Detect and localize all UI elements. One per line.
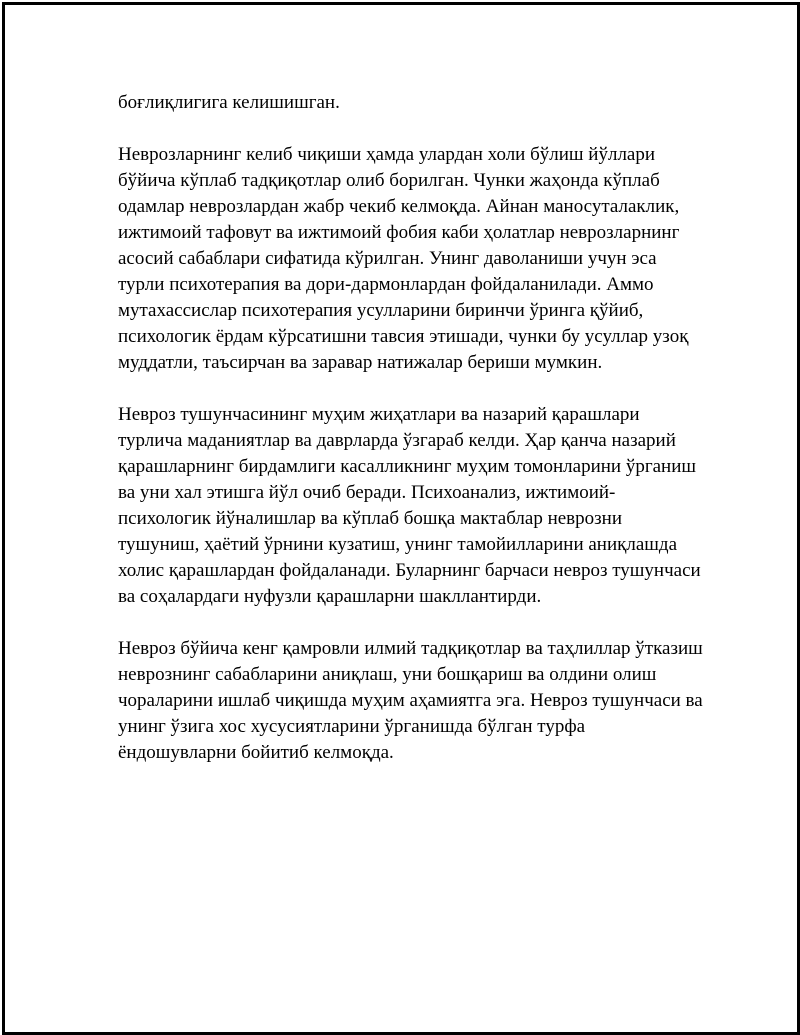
text-line: ёндошувларни бойитиб келмоқда.: [118, 742, 394, 763]
text-line: чораларини ишлаб чиқишда муҳим аҳамиятга эга. Невроз тушунчаси ва: [118, 690, 703, 711]
text-line: боғлиқлигига келишишган.: [118, 92, 340, 113]
text-line: Неврозларнинг келиб чиқиши ҳамда улардан холи бўлиш йўллари: [118, 144, 656, 165]
text-line: Невроз тушунчасининг муҳим жиҳатлари ва назарий қарашлари: [118, 404, 640, 425]
text-line: асосий сабаблари сифатида кўрилган. Унинг даволаниши учун эса: [118, 248, 657, 269]
text-line: психологик йўналишлар ва кўплаб бошқа мактаблар неврозни: [118, 508, 622, 529]
document-body: [118, 90, 718, 792]
text-line: психологик ёрдам кўрсатишни тавсия этишади, чунки бу усуллар узоқ: [118, 326, 689, 347]
text-line: бўйича кўплаб тадқиқотлар олиб борилган. Чунки жаҳонда кўплаб: [118, 170, 660, 191]
paragraph: [118, 90, 718, 116]
text-line: унинг ўзига хос хусусиятларини ўрганишда бўлган турфа: [118, 716, 586, 737]
text-line: ва уни хал этишга йўл очиб беради. Психоанализ, ижтимоий-: [118, 482, 616, 503]
paragraph: [118, 636, 718, 766]
paragraph: [118, 402, 718, 610]
text-line: мутахассислар психотерапия усулларини биринчи ўринга қўйиб,: [118, 300, 644, 321]
text-line: қарашларнинг бирдамлиги касалликнинг муҳим томонларини ўрганиш: [118, 456, 697, 477]
text-line: турлича маданиятлар ва даврларда ўзгараб келди. Ҳар қанча назарий: [118, 430, 676, 451]
text-line: холис қарашлардан фойдаланади. Буларнинг барчаси невроз тушунчаси: [118, 560, 701, 581]
text-line: тушуниш, ҳаётий ўрнини кузатиш, унинг тамойилларини аниқлашда: [118, 534, 678, 555]
text-line: турли психотерапия ва дори-дармонлардан фойдаланилади. Аммо: [118, 274, 654, 295]
text-line: одамлар неврозлардан жабр чекиб келмоқда. Айнан маносуталаклик,: [118, 196, 680, 217]
text-line: Невроз бўйича кенг қамровли илмий тадқиқотлар ва таҳлиллар ўтказиш: [118, 638, 703, 659]
text-line: неврознинг сабабларини аниқлаш, уни бошқариш ва олдини олиш: [118, 664, 657, 685]
text-line: муддатли, таъсирчан ва заравар натижалар бериши мумкин.: [118, 352, 603, 373]
text-line: ва соҳалардаги нуфузли қарашларни шакллантирди.: [118, 586, 542, 607]
paragraph: [118, 142, 718, 376]
text-line: ижтимоий тафовут ва ижтимоий фобия каби ҳолатлар неврозларнинг: [118, 222, 680, 243]
